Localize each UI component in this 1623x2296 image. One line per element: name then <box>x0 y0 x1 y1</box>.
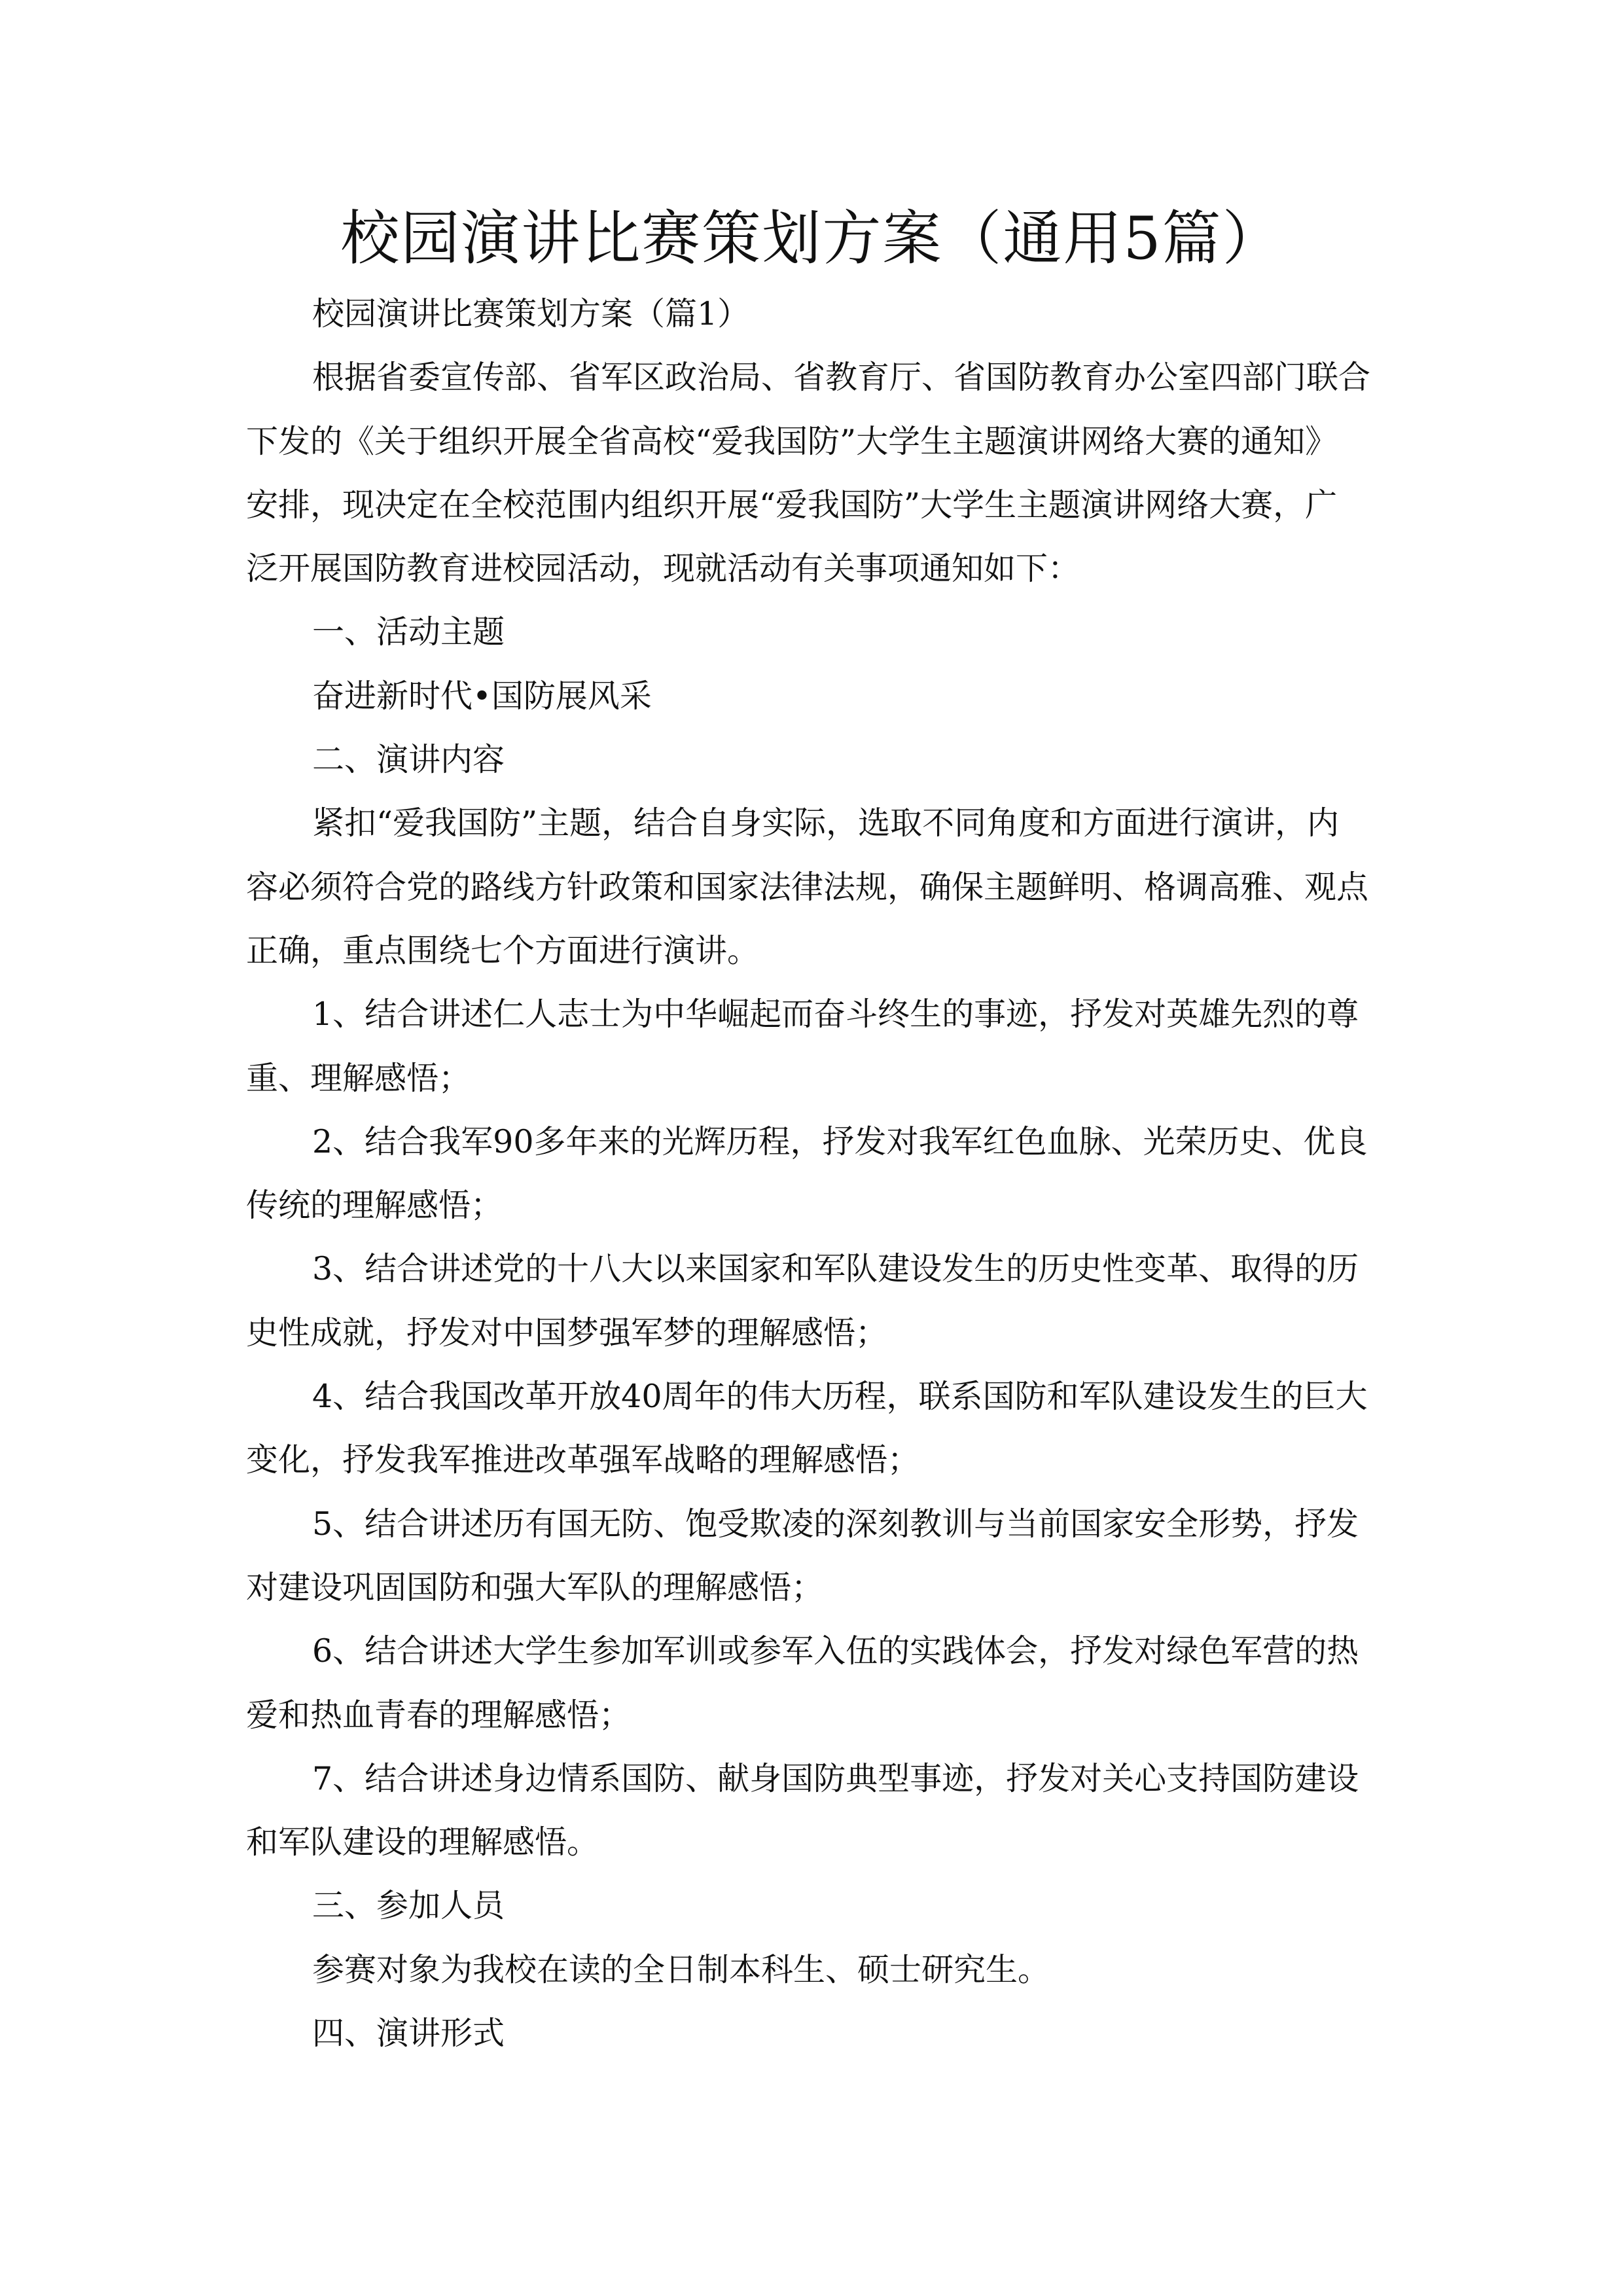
text-line: 紧扣“爱我国防”主题，结合自身实际，选取不同角度和方面进行演讲，内 <box>312 804 1340 842</box>
text-line: 下发的《关于组织开展全省高校“爱我国防”大学生主题演讲网络大赛的通知》 <box>246 422 1338 460</box>
text-line: 泛开展国防教育进校园活动，现就活动有关事项通知如下： <box>246 550 1080 588</box>
list-item-line: 3、结合讲述党的十八大以来国家和军队建设发生的历史性变革、取得的历 <box>312 1250 1359 1288</box>
list-item-line: 1、结合讲述仁人志士为中华崛起而奋斗终生的事迹，抒发对英雄先烈的尊 <box>312 996 1359 1033</box>
document-title: 校园演讲比赛策划方案（通用5篇） <box>340 204 1283 273</box>
list-item-line: 变化，抒发我军推进改革强军战略的理解感悟； <box>246 1441 920 1479</box>
list-item-line: 和军队建设的理解感悟。 <box>246 1823 599 1861</box>
section-heading: 一、活动主题 <box>312 613 505 651</box>
list-item-line: 传统的理解感悟； <box>246 1187 503 1225</box>
document-body <box>246 282 1385 2065</box>
list-item-line: 4、结合我国改革开放40周年的伟大历程，联系国防和军队建设发生的巨大 <box>312 1378 1368 1416</box>
list-item-line: 7、结合讲述身边情系国防、献身国防典型事迹，抒发对关心支持国防建设 <box>312 1759 1359 1797</box>
section-heading: 二、演讲内容 <box>312 741 505 779</box>
list-item-line: 重、理解感悟； <box>246 1059 471 1097</box>
text-line: 安排，现决定在全校范围内组织开展“爱我国防”大学生主题演讲网络大赛，广 <box>246 486 1338 524</box>
text-line: 参赛对象为我校在读的全日制本科生、硕士研究生。 <box>312 1950 1050 1988</box>
text-line: 根据省委宣传部、省军区政治局、省教育厅、省国防教育办公室四部门联合 <box>312 359 1371 397</box>
list-item-line: 史性成就，抒发对中国梦强军梦的理解感悟； <box>246 1314 888 1352</box>
section-subtitle: 校园演讲比赛策划方案（篇1） <box>312 295 750 332</box>
text-line: 奋进新时代•国防展风采 <box>312 677 652 715</box>
text-line: 正确，重点围绕七个方面进行演讲。 <box>246 931 760 969</box>
list-item-line: 2、结合我军90多年来的光辉历程，抒发对我军红色血脉、光荣历史、优良 <box>312 1122 1368 1160</box>
text-line: 容必须符合党的路线方针政策和国家法律法规，确保主题鲜明、格调高雅、观点 <box>246 868 1369 906</box>
list-item-line: 爱和热血青春的理解感悟； <box>246 1696 632 1734</box>
list-item-line: 对建设巩固国防和强大军队的理解感悟； <box>246 1568 824 1606</box>
section-heading: 四、演讲形式 <box>312 2015 505 2053</box>
section-heading: 三、参加人员 <box>312 1887 505 1925</box>
list-item-line: 6、结合讲述大学生参加军训或参军入伍的实践体会，抒发对绿色军营的热 <box>312 1632 1359 1670</box>
list-item-line: 5、结合讲述历有国无防、饱受欺凌的深刻教训与当前国家安全形势，抒发 <box>312 1505 1359 1543</box>
